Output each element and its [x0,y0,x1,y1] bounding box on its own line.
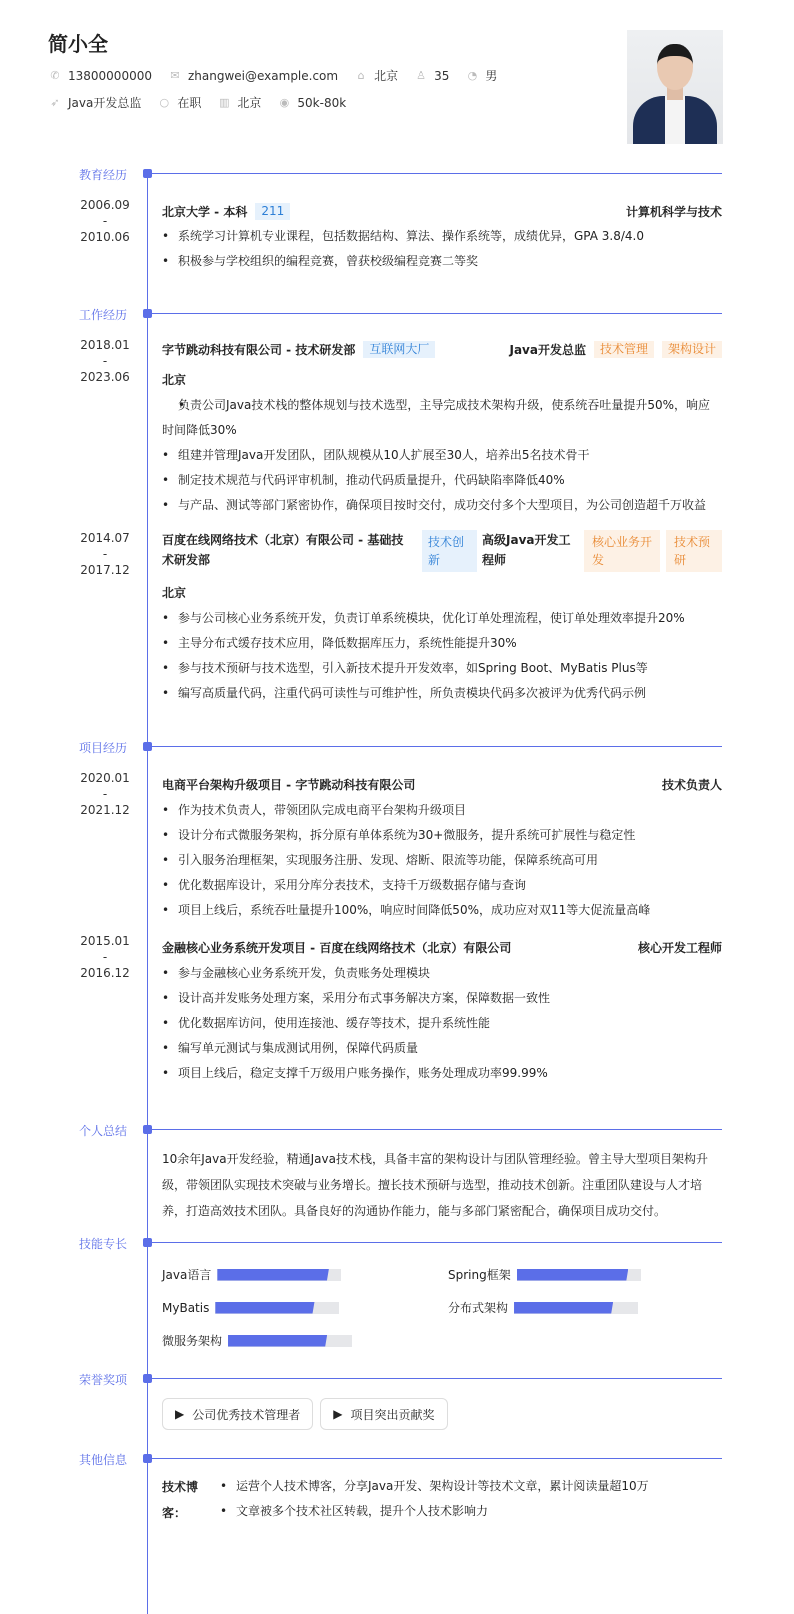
target-city: 北京 [237,96,262,110]
honors-list [162,1398,722,1430]
skills-grid [162,1265,722,1350]
date-range: 2018.01 - 2023.06 [80,338,130,384]
email: zhangwei@example.com [187,68,339,83]
location: 北京 [162,586,187,600]
education-entry [80,198,722,274]
honor-item[interactable]: ▶ 公司优秀技术管理者 [162,1398,313,1430]
candidate-name: 简小全 [48,32,108,56]
profile-photo [627,30,723,144]
list-item: • 项目上线后，稳定支撑千万级用户账务操作，账务处理成功率99.99% [162,1061,722,1086]
skill-name: Java语言 [162,1268,212,1282]
location: 北京 [162,373,187,387]
skill-item [162,1298,448,1317]
send-icon: ➶ [50,96,60,109]
project-entry [80,934,722,1086]
status-icon: ○ [159,96,170,109]
divider [147,313,722,314]
age: 35 [434,68,450,83]
summary-entry [162,1146,722,1224]
skill-bar-fill [215,1302,314,1314]
list-item: • 引入服务治理框架，实现服务注册、发现、熔断、限流等功能，保障系统高可用 [162,848,722,873]
divider [147,173,722,174]
role: 高级Java开发工程师 [482,533,571,567]
list-item: • 主导分布式缓存技术应用，降低数据库压力，系统性能提升30% [162,631,722,656]
list-item: • 项目上线后，系统吞吐量提升100%，响应时间降低50%，成功应对双11等大促流量高峰 [162,898,722,923]
skill-bar-fill [517,1269,629,1281]
divider [147,1129,722,1130]
summary-text: 10余年Java开发经验，精通Java技术栈，具备丰富的架构设计与团队管理经验。曾主导大型项目架构升级，带领团队实现技术突破与业务增长。擅长技术预研与选型，推动技术创新。注重团队建设与人才培养，打造高效技术团队。具备良好的沟通协作能力，能与多部门紧密配合，确保项目成功交付。 [162,1152,708,1218]
section-title: 教育经历 [78,168,127,182]
section-title: 技能专长 [78,1237,127,1251]
section-title: 其他信息 [78,1453,127,1467]
home-icon: ⌂ [357,69,365,82]
work-entry [80,338,722,518]
skill-bar [215,1302,339,1314]
skills-section [0,1237,794,1350]
honors-section [0,1373,794,1430]
list-item: • 组建并管理Java开发团队，团队规模从10人扩展至30人，培养出5名技术骨干 [162,443,722,468]
school: 北京大学 - 本科 [162,205,248,219]
section-title: 个人总结 [78,1124,127,1138]
phone-icon: ✆ [50,69,60,82]
work-section [0,308,794,706]
date-range: 2015.01 - 2016.12 [80,934,130,980]
list-item: • 优化数据库设计，采用分库分表技术，支持千万级数据存储与查询 [162,873,722,898]
salary: 50k-80k [297,95,347,110]
list-item: • 设计分布式微服务架构，拆分原有单体系统为30+微服务，提升系统可扩展性与稳定性 [162,823,722,848]
date-range: 2014.07 - 2017.12 [80,531,130,577]
project-role: 技术负责人 [661,778,722,792]
company: 字节跳动科技有限公司 - 技术研发部 [162,343,356,357]
project-name: 金融核心业务系统开发项目 - 百度在线网络技术（北京）有限公司 [162,941,512,955]
company-tag: 技术创新 [422,530,477,572]
honor-item[interactable]: ▶ 项目突出贡献奖 [320,1398,447,1430]
date-range: 2006.09 - 2010.06 [80,198,130,244]
skill-bar-fill [217,1269,329,1281]
skill-item [448,1298,722,1317]
other-entry [162,1474,722,1526]
skill-name: 微服务架构 [162,1334,223,1348]
summary-section [0,1124,794,1224]
contact-row [48,67,507,84]
project-entry [80,771,722,923]
city: 北京 [374,69,399,83]
list-item: • 参与技术预研与技术选型，引入新技术提升开发效率，如Spring Boot、MyBatis Plus等 [162,656,722,681]
other-label: 技术博客： [162,1480,199,1520]
list-item: • 优化数据库访问，使用连接池、缓存等技术，提升系统性能 [162,1011,722,1036]
skill-name: MyBatis [162,1300,210,1315]
divider [147,1378,722,1379]
work-entry [80,530,722,706]
projects-section [0,741,794,1086]
skill-bar-fill [514,1302,613,1314]
education-section [0,168,794,274]
age-icon: ♙ [416,69,427,82]
position: Java开发总监 [68,96,142,110]
skill-name: Spring框架 [448,1268,511,1282]
company-tag: 互联网大厂 [363,341,435,358]
skill-bar [228,1335,352,1347]
job-intent-row [48,94,356,111]
list-item: • 积极参与学校组织的编程竞赛，曾获校级编程竞赛二等奖 [162,249,722,274]
gender-icon: ◔ [467,69,478,82]
skill-name: 分布式架构 [448,1301,509,1315]
list-item: • 系统学习计算机专业课程，包括数据结构、算法、操作系统等，成绩优异，GPA 3.8/4.0 [162,224,722,249]
mail-icon: ✉ [170,69,180,82]
skill-item [448,1265,722,1284]
divider [147,746,722,747]
list-item: • 文章被多个技术社区转载，提升个人技术影响力 [220,1499,649,1524]
play-icon: ▶ [175,1407,185,1421]
list-item: • 编写高质量代码，注重代码可读性与可维护性，所负责模块代码多次被评为优秀代码示例 [162,681,722,706]
role-tag: 技术预研 [666,530,722,572]
list-item: • 运营个人技术博客，分享Java开发、架构设计等技术文章，累计阅读量超10万 [220,1474,649,1499]
section-title: 项目经历 [78,741,127,755]
phone: 13800000000 [68,68,152,83]
divider [147,1458,722,1459]
date-range: 2020.01 - 2021.12 [80,771,130,817]
building-icon: ▥ [219,96,230,109]
company: 百度在线网络技术（北京）有限公司 - 基础技术研发部 [162,533,404,567]
role-tag: 架构设计 [662,341,722,358]
gender: 男 [485,69,498,83]
list-item: • 作为技术负责人，带领团队完成电商平台架构升级项目 [162,798,722,823]
project-name: 电商平台架构升级项目 - 字节跳动科技有限公司 [162,778,416,792]
list-item: • 制定技术规范与代码评审机制，推动代码质量提升，代码缺陷率降低40% [162,468,722,493]
status: 在职 [177,96,202,110]
project-role: 核心开发工程师 [637,941,722,955]
skill-item [162,1331,448,1350]
skill-item [162,1265,448,1284]
role-tag: 技术管理 [594,341,654,358]
skill-bar [217,1269,341,1281]
divider [147,1242,722,1243]
list-item: • 参与公司核心业务系统开发，负责订单系统模块，优化订单处理流程，使订单处理效率提升20% [162,606,722,631]
list-item: • 与产品、测试等部门紧密协作，确保项目按时交付，成功交付多个大型项目，为公司创造超千万收益 [162,493,722,518]
list-item: • 设计高并发账务处理方案，采用分布式事务解决方案，保障数据一致性 [162,986,722,1011]
section-title: 工作经历 [78,308,127,322]
role: Java开发总监 [509,343,586,357]
list-item: • 参与金融核心业务系统开发，负责账务处理模块 [162,961,722,986]
skill-bar [514,1302,638,1314]
skill-bar-fill [228,1335,327,1347]
list-item: • 负责公司Java技术栈的整体规划与技术选型，主导完成技术架构升级，使系统吞吐量提升50%，响应时间降低30% [162,393,722,443]
school-tag: 211 [255,203,290,220]
other-section [0,1453,794,1526]
role-tag: 核心业务开发 [584,530,660,572]
skill-bar [517,1269,641,1281]
play-icon: ▶ [333,1407,343,1421]
list-item: • 编写单元测试与集成测试用例，保障代码质量 [162,1036,722,1061]
section-title: 荣誉奖项 [78,1373,127,1387]
major: 计算机科学与技术 [625,205,722,219]
salary-icon: ◉ [279,96,290,109]
